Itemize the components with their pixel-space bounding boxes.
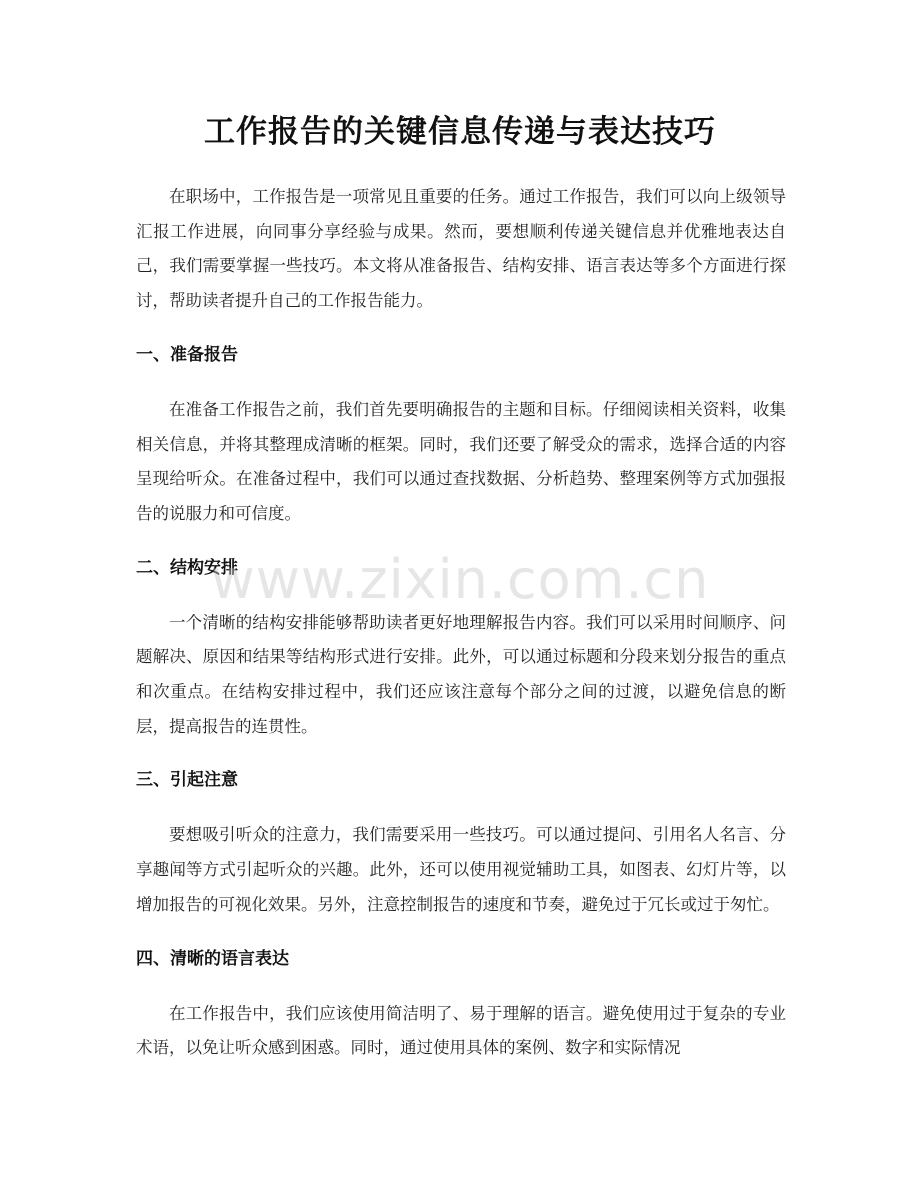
- document-title: 工作报告的关键信息传递与表达技巧: [204, 114, 716, 150]
- watermark: www.zixin.com.cn: [210, 548, 710, 611]
- section-heading-language: 四、清晰的语言表达: [136, 948, 289, 969]
- section-paragraph-language: 在工作报告中，我们应该使用简洁明了、易于理解的语言。避免使用过于复杂的专业术语，以免让听众感到困惑。同时，通过使用具体的案例、数字和实际情况: [136, 1003, 786, 1058]
- section-paragraph-structure: 一个清晰的结构安排能够帮助读者更好地理解报告内容。我们可以采用时间顺序、问题解决、原因和结果等结构形式进行安排。此外，可以通过标题和分段来划分报告的重点和次重点。在结构安排过程中，我们还应该注意每个部分之间的过渡，以避免信息的断层，提高报告的连贯性。: [136, 612, 786, 736]
- section-heading-prepare: 一、准备报告: [136, 344, 238, 365]
- section-heading-structure: 二、结构安排: [136, 557, 238, 578]
- section-paragraph-prepare: 在准备工作报告之前，我们首先要明确报告的主题和目标。仔细阅读相关资料，收集相关信息，并将其整理成清晰的框架。同时，我们还要了解受众的需求，选择合适的内容呈现给听众。在准备过程中，我们可以通过查找数据、分析趋势、整理案例等方式加强报告的说服力和可信度。: [136, 399, 786, 523]
- section-paragraph-attention: 要想吸引听众的注意力，我们需要采用一些技巧。可以通过提问、引用名人名言、分享趣闻等方式引起听众的兴趣。此外，还可以使用视觉辅助工具，如图表、幻灯片等，以增加报告的可视化效果。另外，注意控制报告的速度和节奏，避免过于冗长或过于匆忙。: [136, 825, 786, 914]
- section-heading-attention: 三、引起注意: [136, 770, 238, 791]
- document-body: [136, 180, 786, 1086]
- intro-paragraph: 在职场中，工作报告是一项常见且重要的任务。通过工作报告，我们可以向上级领导汇报工作进展，向同事分享经验与成果。然而，要想顺利传递关键信息并优雅地表达自己，我们需要掌握一些技巧。本文将从准备报告、结构安排、语言表达等多个方面进行探讨，帮助读者提升自己的工作报告能力。: [136, 187, 786, 311]
